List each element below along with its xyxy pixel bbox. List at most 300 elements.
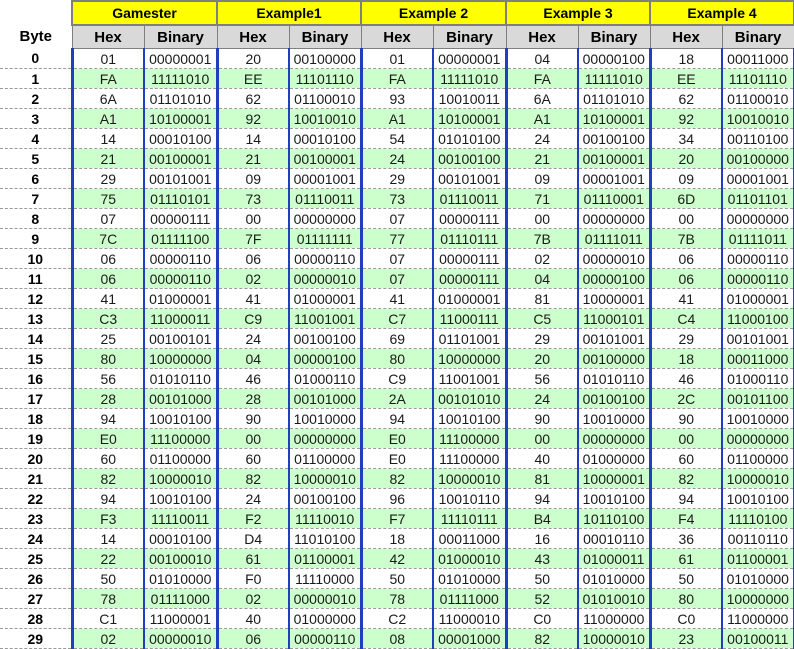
byte-index-cell[interactable]: 2 (0, 89, 72, 109)
hex-cell[interactable]: F2 (217, 509, 289, 529)
binary-cell[interactable]: 10010000 (289, 409, 361, 429)
binary-cell[interactable]: 00100011 (722, 629, 794, 649)
binary-cell[interactable]: 00100101 (144, 329, 217, 349)
byte-index-cell[interactable]: 3 (0, 109, 72, 129)
hex-cell[interactable]: 04 (506, 269, 578, 289)
hex-cell[interactable]: 50 (650, 569, 722, 589)
binary-cell[interactable]: 11100000 (144, 429, 217, 449)
hex-cell[interactable]: 7C (72, 229, 144, 249)
byte-index-cell[interactable]: 23 (0, 509, 72, 529)
binary-cell[interactable]: 10000000 (722, 589, 794, 609)
binary-cell[interactable]: 11100000 (433, 449, 506, 469)
binary-cell[interactable]: 00010110 (578, 529, 650, 549)
binary-cell[interactable]: 00100010 (144, 549, 217, 569)
hex-cell[interactable]: 80 (72, 349, 144, 369)
binary-cell[interactable]: 11000010 (433, 609, 506, 629)
binary-cell[interactable]: 01100010 (722, 89, 794, 109)
group-header-gamester[interactable]: Gamester (72, 1, 217, 25)
hex-cell[interactable]: 71 (506, 189, 578, 209)
binary-header[interactable]: Binary (289, 25, 361, 49)
binary-cell[interactable]: 10010100 (144, 409, 217, 429)
binary-cell[interactable]: 11110100 (722, 509, 794, 529)
hex-cell[interactable]: 02 (217, 589, 289, 609)
binary-cell[interactable]: 00100100 (289, 489, 361, 509)
binary-header[interactable]: Binary (144, 25, 217, 49)
binary-cell[interactable]: 00000110 (289, 249, 361, 269)
binary-cell[interactable]: 10010100 (433, 409, 506, 429)
binary-cell[interactable]: 00000111 (433, 269, 506, 289)
hex-cell[interactable]: 00 (650, 429, 722, 449)
hex-cell[interactable]: 41 (361, 289, 433, 309)
hex-cell[interactable]: 09 (506, 169, 578, 189)
hex-header[interactable]: Hex (361, 25, 433, 49)
hex-cell[interactable]: 73 (217, 189, 289, 209)
binary-cell[interactable]: 11111010 (433, 69, 506, 89)
hex-cell[interactable]: 82 (506, 629, 578, 649)
binary-cell[interactable]: 11110011 (144, 509, 217, 529)
binary-cell[interactable]: 01010010 (578, 589, 650, 609)
group-header-example2[interactable]: Example 2 (361, 1, 506, 25)
hex-cell[interactable]: 01 (72, 49, 144, 69)
hex-cell[interactable]: F7 (361, 509, 433, 529)
hex-cell[interactable]: 00 (506, 429, 578, 449)
binary-cell[interactable]: 11110000 (289, 569, 361, 589)
byte-index-cell[interactable]: 11 (0, 269, 72, 289)
hex-cell[interactable]: 41 (217, 289, 289, 309)
binary-cell[interactable]: 10010000 (578, 409, 650, 429)
hex-cell[interactable]: 82 (217, 469, 289, 489)
binary-cell[interactable]: 10000000 (433, 349, 506, 369)
binary-cell[interactable]: 01000001 (433, 289, 506, 309)
byte-index-cell[interactable]: 5 (0, 149, 72, 169)
binary-cell[interactable]: 01000001 (722, 289, 794, 309)
binary-cell[interactable]: 01000011 (578, 549, 650, 569)
binary-cell[interactable]: 00000100 (289, 349, 361, 369)
byte-index-cell[interactable]: 22 (0, 489, 72, 509)
hex-cell[interactable]: 41 (72, 289, 144, 309)
binary-cell[interactable]: 00101001 (722, 329, 794, 349)
hex-cell[interactable]: 6A (506, 89, 578, 109)
binary-cell[interactable]: 00000100 (578, 49, 650, 69)
hex-cell[interactable]: 08 (361, 629, 433, 649)
binary-cell[interactable]: 00011000 (722, 49, 794, 69)
hex-cell[interactable]: 29 (361, 169, 433, 189)
binary-cell[interactable]: 11110111 (433, 509, 506, 529)
binary-cell[interactable]: 01100010 (289, 89, 361, 109)
binary-header[interactable]: Binary (433, 25, 506, 49)
hex-cell[interactable]: 50 (72, 569, 144, 589)
hex-cell[interactable]: 02 (506, 249, 578, 269)
byte-index-cell[interactable]: 10 (0, 249, 72, 269)
hex-cell[interactable]: 7F (217, 229, 289, 249)
binary-cell[interactable]: 01101010 (144, 89, 217, 109)
hex-cell[interactable]: 28 (217, 389, 289, 409)
binary-cell[interactable]: 00100100 (578, 129, 650, 149)
hex-cell[interactable]: 29 (650, 329, 722, 349)
hex-cell[interactable]: C9 (361, 369, 433, 389)
hex-cell[interactable]: 18 (650, 49, 722, 69)
binary-cell[interactable]: 10010011 (433, 89, 506, 109)
hex-cell[interactable]: 00 (506, 209, 578, 229)
hex-cell[interactable]: 21 (72, 149, 144, 169)
hex-cell[interactable]: 14 (72, 129, 144, 149)
byte-index-cell[interactable]: 20 (0, 449, 72, 469)
binary-cell[interactable]: 11000101 (578, 309, 650, 329)
binary-cell[interactable]: 11000111 (433, 309, 506, 329)
hex-cell[interactable]: C5 (506, 309, 578, 329)
binary-cell[interactable]: 11111010 (144, 69, 217, 89)
hex-cell[interactable]: FA (72, 69, 144, 89)
binary-cell[interactable]: 00000010 (289, 269, 361, 289)
binary-cell[interactable]: 01111000 (433, 589, 506, 609)
binary-cell[interactable]: 10010100 (144, 489, 217, 509)
group-header-example4[interactable]: Example 4 (650, 1, 794, 25)
binary-cell[interactable]: 00100000 (722, 149, 794, 169)
byte-index-cell[interactable]: 21 (0, 469, 72, 489)
hex-cell[interactable]: C4 (650, 309, 722, 329)
binary-cell[interactable]: 10000010 (433, 469, 506, 489)
hex-cell[interactable]: 14 (72, 529, 144, 549)
hex-cell[interactable]: C9 (217, 309, 289, 329)
byte-index-cell[interactable]: 13 (0, 309, 72, 329)
binary-cell[interactable]: 00101010 (433, 389, 506, 409)
hex-cell[interactable]: 42 (361, 549, 433, 569)
binary-cell[interactable]: 10000010 (144, 469, 217, 489)
binary-cell[interactable]: 01100000 (722, 449, 794, 469)
binary-cell[interactable]: 00101000 (144, 389, 217, 409)
binary-cell[interactable]: 10010010 (289, 109, 361, 129)
hex-cell[interactable]: 04 (217, 349, 289, 369)
binary-cell[interactable]: 01010100 (433, 129, 506, 149)
hex-cell[interactable]: 56 (506, 369, 578, 389)
hex-cell[interactable]: 29 (506, 329, 578, 349)
binary-cell[interactable]: 00000000 (722, 429, 794, 449)
hex-cell[interactable]: C1 (72, 609, 144, 629)
hex-cell[interactable]: 7B (506, 229, 578, 249)
binary-cell[interactable]: 11000000 (722, 609, 794, 629)
hex-cell[interactable]: 62 (217, 89, 289, 109)
byte-index-cell[interactable]: 1 (0, 69, 72, 89)
hex-cell[interactable]: 00 (650, 209, 722, 229)
binary-cell[interactable]: 11101110 (722, 69, 794, 89)
binary-cell[interactable]: 00000110 (289, 629, 361, 649)
hex-cell[interactable]: 60 (72, 449, 144, 469)
binary-cell[interactable]: 10010100 (578, 489, 650, 509)
binary-cell[interactable]: 11001001 (433, 369, 506, 389)
binary-cell[interactable]: 11100000 (433, 429, 506, 449)
binary-cell[interactable]: 10000010 (289, 469, 361, 489)
hex-cell[interactable]: E0 (361, 449, 433, 469)
hex-cell[interactable]: 25 (72, 329, 144, 349)
binary-cell[interactable]: 00101100 (722, 389, 794, 409)
binary-cell[interactable]: 01000110 (722, 369, 794, 389)
byte-index-cell[interactable]: 29 (0, 629, 72, 649)
binary-cell[interactable]: 11000011 (144, 309, 217, 329)
hex-cell[interactable]: 96 (361, 489, 433, 509)
hex-cell[interactable]: F3 (72, 509, 144, 529)
binary-cell[interactable]: 00100001 (578, 149, 650, 169)
byte-index-cell[interactable]: 27 (0, 589, 72, 609)
byte-index-cell[interactable]: 12 (0, 289, 72, 309)
byte-index-cell[interactable]: 18 (0, 409, 72, 429)
binary-cell[interactable]: 00010100 (144, 129, 217, 149)
hex-cell[interactable]: 82 (650, 469, 722, 489)
binary-cell[interactable]: 00000001 (433, 49, 506, 69)
hex-cell[interactable]: 2C (650, 389, 722, 409)
binary-cell[interactable]: 00100001 (144, 149, 217, 169)
byte-index-cell[interactable]: 14 (0, 329, 72, 349)
byte-index-cell[interactable]: 26 (0, 569, 72, 589)
byte-index-cell[interactable]: 24 (0, 529, 72, 549)
hex-cell[interactable]: 06 (650, 249, 722, 269)
hex-cell[interactable]: FA (506, 69, 578, 89)
binary-cell[interactable]: 00001001 (578, 169, 650, 189)
binary-cell[interactable]: 11110010 (289, 509, 361, 529)
hex-cell[interactable]: A1 (361, 109, 433, 129)
hex-cell[interactable]: 90 (650, 409, 722, 429)
binary-cell[interactable]: 01000001 (289, 289, 361, 309)
binary-cell[interactable]: 01010000 (433, 569, 506, 589)
hex-cell[interactable]: A1 (506, 109, 578, 129)
binary-cell[interactable]: 11010100 (289, 529, 361, 549)
binary-cell[interactable]: 01100001 (289, 549, 361, 569)
hex-cell[interactable]: 24 (217, 329, 289, 349)
binary-cell[interactable]: 01110111 (433, 229, 506, 249)
byte-index-cell[interactable]: 4 (0, 129, 72, 149)
hex-cell[interactable]: 94 (506, 489, 578, 509)
hex-cell[interactable]: 2A (361, 389, 433, 409)
hex-cell[interactable]: 80 (361, 349, 433, 369)
binary-cell[interactable]: 00011000 (722, 349, 794, 369)
hex-cell[interactable]: F4 (650, 509, 722, 529)
hex-header[interactable]: Hex (506, 25, 578, 49)
binary-cell[interactable]: 00110100 (722, 129, 794, 149)
binary-cell[interactable]: 01111000 (144, 589, 217, 609)
hex-cell[interactable]: 07 (361, 269, 433, 289)
binary-cell[interactable]: 11000001 (144, 609, 217, 629)
hex-cell[interactable]: 22 (72, 549, 144, 569)
binary-cell[interactable]: 00000000 (289, 429, 361, 449)
hex-cell[interactable]: A1 (72, 109, 144, 129)
hex-cell[interactable]: 60 (650, 449, 722, 469)
hex-cell[interactable]: 6D (650, 189, 722, 209)
byte-index-cell[interactable]: 17 (0, 389, 72, 409)
binary-cell[interactable]: 00101000 (289, 389, 361, 409)
hex-cell[interactable]: 81 (506, 469, 578, 489)
binary-cell[interactable]: 00010100 (289, 129, 361, 149)
binary-cell[interactable]: 01100000 (289, 449, 361, 469)
hex-cell[interactable]: 46 (650, 369, 722, 389)
hex-cell[interactable]: B4 (506, 509, 578, 529)
hex-cell[interactable]: 24 (506, 389, 578, 409)
hex-cell[interactable]: 56 (72, 369, 144, 389)
hex-cell[interactable]: 61 (650, 549, 722, 569)
binary-cell[interactable]: 01111111 (289, 229, 361, 249)
hex-cell[interactable]: EE (217, 69, 289, 89)
hex-cell[interactable]: 24 (506, 129, 578, 149)
group-header-example3[interactable]: Example 3 (506, 1, 650, 25)
binary-cell[interactable]: 10010100 (722, 489, 794, 509)
hex-cell[interactable]: 02 (217, 269, 289, 289)
binary-cell[interactable]: 11111010 (578, 69, 650, 89)
hex-cell[interactable]: 06 (217, 629, 289, 649)
binary-cell[interactable]: 01000110 (289, 369, 361, 389)
hex-cell[interactable]: 78 (72, 589, 144, 609)
hex-header[interactable]: Hex (72, 25, 144, 49)
binary-cell[interactable]: 01100001 (722, 549, 794, 569)
binary-cell[interactable]: 10000001 (578, 289, 650, 309)
byte-index-cell[interactable]: 8 (0, 209, 72, 229)
hex-cell[interactable]: 28 (72, 389, 144, 409)
hex-cell[interactable]: 18 (361, 529, 433, 549)
hex-cell[interactable]: 01 (361, 49, 433, 69)
hex-cell[interactable]: 40 (217, 609, 289, 629)
binary-cell[interactable]: 01000001 (144, 289, 217, 309)
hex-cell[interactable]: 41 (650, 289, 722, 309)
binary-cell[interactable]: 00000001 (144, 49, 217, 69)
hex-cell[interactable]: 34 (650, 129, 722, 149)
binary-cell[interactable]: 01110001 (578, 189, 650, 209)
hex-cell[interactable]: 61 (217, 549, 289, 569)
binary-cell[interactable]: 00000100 (578, 269, 650, 289)
byte-index-cell[interactable]: 0 (0, 49, 72, 69)
hex-cell[interactable]: 02 (72, 629, 144, 649)
binary-cell[interactable]: 00000110 (722, 249, 794, 269)
binary-cell[interactable]: 10110100 (578, 509, 650, 529)
byte-index-cell[interactable]: 15 (0, 349, 72, 369)
hex-cell[interactable]: 06 (217, 249, 289, 269)
binary-cell[interactable]: 01010110 (578, 369, 650, 389)
byte-index-cell[interactable]: 28 (0, 609, 72, 629)
hex-cell[interactable]: 81 (506, 289, 578, 309)
hex-cell[interactable]: 52 (506, 589, 578, 609)
byte-index-cell[interactable]: 6 (0, 169, 72, 189)
binary-cell[interactable]: 00101001 (578, 329, 650, 349)
binary-cell[interactable]: 00000110 (144, 249, 217, 269)
hex-cell[interactable]: 24 (217, 489, 289, 509)
binary-cell[interactable]: 00000111 (433, 249, 506, 269)
binary-cell[interactable]: 00000000 (289, 209, 361, 229)
hex-cell[interactable]: 20 (506, 349, 578, 369)
hex-cell[interactable]: 7B (650, 229, 722, 249)
binary-cell[interactable]: 00000111 (144, 209, 217, 229)
binary-cell[interactable]: 10100001 (144, 109, 217, 129)
binary-cell[interactable]: 00110110 (722, 529, 794, 549)
binary-cell[interactable]: 11101110 (289, 69, 361, 89)
binary-cell[interactable]: 00000010 (289, 589, 361, 609)
hex-cell[interactable]: 20 (650, 149, 722, 169)
binary-cell[interactable]: 10010110 (433, 489, 506, 509)
hex-cell[interactable]: 20 (217, 49, 289, 69)
binary-cell[interactable]: 00100100 (578, 389, 650, 409)
hex-cell[interactable]: 36 (650, 529, 722, 549)
hex-cell[interactable]: 07 (72, 209, 144, 229)
hex-cell[interactable]: 09 (650, 169, 722, 189)
binary-cell[interactable]: 00011000 (433, 529, 506, 549)
hex-cell[interactable]: 92 (650, 109, 722, 129)
hex-cell[interactable]: 90 (506, 409, 578, 429)
hex-cell[interactable]: 21 (217, 149, 289, 169)
hex-cell[interactable]: 80 (650, 589, 722, 609)
byte-index-cell[interactable]: 7 (0, 189, 72, 209)
binary-cell[interactable]: 01000010 (433, 549, 506, 569)
binary-cell[interactable]: 01010000 (144, 569, 217, 589)
binary-cell[interactable]: 00100000 (578, 349, 650, 369)
binary-cell[interactable]: 01010000 (722, 569, 794, 589)
hex-cell[interactable]: F0 (217, 569, 289, 589)
hex-cell[interactable]: 06 (72, 249, 144, 269)
binary-cell[interactable]: 00001000 (433, 629, 506, 649)
hex-cell[interactable]: 94 (72, 409, 144, 429)
hex-cell[interactable]: EE (650, 69, 722, 89)
binary-cell[interactable]: 00001001 (289, 169, 361, 189)
hex-header[interactable]: Hex (650, 25, 722, 49)
binary-cell[interactable]: 00000111 (433, 209, 506, 229)
binary-cell[interactable]: 00100100 (433, 149, 506, 169)
binary-cell[interactable]: 00000010 (144, 629, 217, 649)
byte-index-cell[interactable]: 9 (0, 229, 72, 249)
hex-cell[interactable]: 69 (361, 329, 433, 349)
hex-cell[interactable]: 04 (506, 49, 578, 69)
binary-cell[interactable]: 00100001 (289, 149, 361, 169)
binary-cell[interactable]: 01111011 (722, 229, 794, 249)
binary-cell[interactable]: 01100000 (144, 449, 217, 469)
hex-cell[interactable]: 21 (506, 149, 578, 169)
binary-cell[interactable]: 11000100 (722, 309, 794, 329)
binary-cell[interactable]: 00000010 (578, 249, 650, 269)
hex-cell[interactable]: C0 (650, 609, 722, 629)
byte-index-cell[interactable]: 19 (0, 429, 72, 449)
binary-header[interactable]: Binary (578, 25, 650, 49)
hex-cell[interactable]: 29 (72, 169, 144, 189)
hex-cell[interactable]: 78 (361, 589, 433, 609)
hex-header[interactable]: Hex (217, 25, 289, 49)
binary-cell[interactable]: 00000000 (578, 429, 650, 449)
group-header-example1[interactable]: Example1 (217, 1, 361, 25)
binary-cell[interactable]: 10010010 (722, 109, 794, 129)
hex-cell[interactable]: D4 (217, 529, 289, 549)
binary-cell[interactable]: 10100001 (578, 109, 650, 129)
hex-cell[interactable]: 09 (217, 169, 289, 189)
hex-cell[interactable]: 94 (72, 489, 144, 509)
binary-cell[interactable]: 10100001 (433, 109, 506, 129)
hex-cell[interactable]: 06 (650, 269, 722, 289)
binary-cell[interactable]: 01101010 (578, 89, 650, 109)
binary-cell[interactable]: 00100100 (289, 329, 361, 349)
hex-cell[interactable]: C7 (361, 309, 433, 329)
binary-cell[interactable]: 10000001 (578, 469, 650, 489)
hex-cell[interactable]: 94 (650, 489, 722, 509)
hex-cell[interactable]: 92 (217, 109, 289, 129)
hex-cell[interactable]: 60 (217, 449, 289, 469)
byte-index-cell[interactable]: 25 (0, 549, 72, 569)
hex-cell[interactable]: 14 (217, 129, 289, 149)
hex-cell[interactable]: 24 (361, 149, 433, 169)
binary-cell[interactable]: 01101001 (433, 329, 506, 349)
hex-cell[interactable]: 62 (650, 89, 722, 109)
binary-cell[interactable]: 01000000 (578, 449, 650, 469)
byte-header[interactable]: Byte (0, 25, 72, 49)
hex-cell[interactable]: 50 (361, 569, 433, 589)
hex-cell[interactable]: 82 (72, 469, 144, 489)
binary-cell[interactable]: 00101001 (433, 169, 506, 189)
binary-cell[interactable]: 00000000 (578, 209, 650, 229)
binary-header[interactable]: Binary (722, 25, 794, 49)
binary-cell[interactable]: 01110101 (144, 189, 217, 209)
hex-cell[interactable]: 23 (650, 629, 722, 649)
binary-cell[interactable]: 01110011 (289, 189, 361, 209)
binary-cell[interactable]: 01010110 (144, 369, 217, 389)
